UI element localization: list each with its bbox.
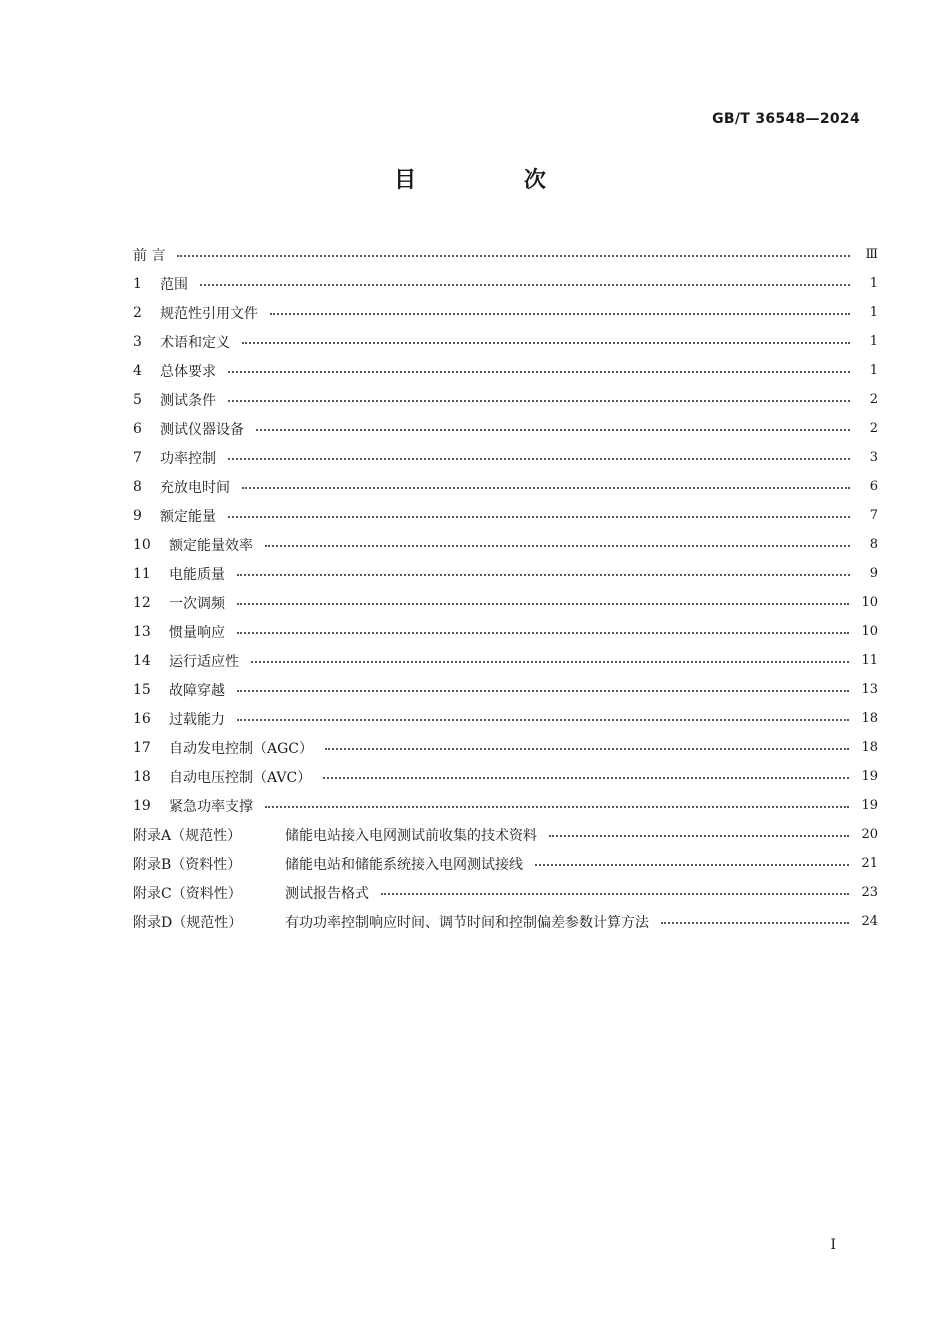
- toc-entry-page: 2: [869, 421, 878, 436]
- toc-entry-label: 自动电压控制（AVC）: [169, 769, 312, 786]
- toc-entry-label: 惯量响应: [169, 624, 225, 641]
- toc-entry[interactable]: [133, 472, 878, 501]
- toc-entry[interactable]: [133, 298, 878, 327]
- toc-leader-dots: [237, 719, 849, 721]
- toc-entry-page: 24: [861, 914, 878, 929]
- toc-entry-page: 18: [861, 711, 878, 726]
- toc-entry-number: 9: [133, 507, 142, 524]
- toc-entry[interactable]: [133, 588, 878, 617]
- toc-leader-dots: [228, 400, 850, 402]
- toc-leader-dots: [256, 429, 850, 431]
- toc-entry-page: 2: [869, 392, 878, 407]
- toc-leader-dots: [228, 458, 850, 460]
- toc-entry[interactable]: [133, 559, 878, 588]
- toc-leader-dots: [323, 777, 849, 779]
- toc-entry-number: 5: [133, 391, 142, 408]
- table-of-contents: [133, 240, 878, 936]
- toc-leader-dots: [237, 632, 849, 634]
- toc-entry-page: 21: [861, 856, 878, 871]
- toc-entry[interactable]: [133, 675, 878, 704]
- toc-entry-label: 总体要求: [160, 363, 216, 380]
- toc-leader-dots: [237, 690, 849, 692]
- toc-entry-label: 规范性引用文件: [160, 305, 258, 322]
- toc-entry-page: Ⅲ: [865, 247, 878, 262]
- toc-entry[interactable]: [133, 530, 878, 559]
- toc-leader-dots: [381, 893, 849, 895]
- toc-entry-page: 1: [869, 276, 878, 291]
- toc-leader-dots: [265, 806, 849, 808]
- toc-entry-label: 测试条件: [160, 392, 216, 409]
- toc-entry-number: 19: [133, 797, 151, 814]
- toc-leader-dots: [242, 342, 850, 344]
- toc-entry-number: 13: [133, 623, 151, 640]
- toc-entry-label: 范围: [160, 276, 188, 293]
- page-number: Ⅰ: [830, 1237, 836, 1253]
- toc-entry[interactable]: [133, 704, 878, 733]
- toc-entry-label: 额定能量: [160, 508, 216, 525]
- toc-entry-page: 20: [861, 827, 878, 842]
- toc-entry-page: 13: [861, 682, 878, 697]
- toc-title: 目 次: [394, 168, 596, 193]
- toc-entry-page: 23: [861, 885, 878, 900]
- toc-leader-dots: [251, 661, 849, 663]
- toc-entry-number: 1: [133, 275, 142, 292]
- toc-entry-label: 额定能量效率: [169, 537, 253, 554]
- toc-entry-number: 18: [133, 768, 151, 785]
- toc-appendix-number: 附录D（规范性）: [133, 914, 243, 931]
- toc-entry[interactable]: [133, 733, 878, 762]
- toc-entry-page: 11: [861, 653, 878, 668]
- toc-leader-dots: [325, 748, 849, 750]
- toc-entry-page: 19: [861, 769, 878, 784]
- toc-entry-number: 15: [133, 681, 151, 698]
- toc-entry-page: 8: [869, 537, 878, 552]
- toc-entry-number: 11: [133, 565, 151, 582]
- toc-leader-dots: [242, 487, 850, 489]
- toc-leader-dots: [549, 835, 849, 837]
- toc-entry[interactable]: [133, 443, 878, 472]
- toc-entry-page: 3: [869, 450, 878, 465]
- toc-entry-number: 12: [133, 594, 151, 611]
- toc-entry-label: 故障穿越: [169, 682, 225, 699]
- toc-leader-dots: [228, 371, 850, 373]
- toc-entry[interactable]: [133, 501, 878, 530]
- toc-entry-label: 测试报告格式: [285, 885, 369, 902]
- toc-entry-label: 前 言: [133, 247, 166, 264]
- toc-entry-page: 10: [861, 595, 878, 610]
- toc-appendix-number: 附录C（资料性）: [133, 885, 242, 902]
- toc-entry-number: 4: [133, 362, 142, 379]
- toc-entry[interactable]: [133, 385, 878, 414]
- toc-entry-page: 9: [869, 566, 878, 581]
- toc-entry-number: 7: [133, 449, 142, 466]
- toc-entry-number: 10: [133, 536, 151, 553]
- toc-entry-label: 一次调频: [169, 595, 225, 612]
- standard-number: GB/T 36548—2024: [712, 111, 860, 127]
- toc-entry-label: 储能电站和储能系统接入电网测试接线: [285, 856, 523, 873]
- toc-entry-page: 1: [869, 334, 878, 349]
- toc-entry[interactable]: [133, 762, 878, 791]
- toc-leader-dots: [265, 545, 850, 547]
- toc-entry-page: 6: [869, 479, 878, 494]
- toc-entry-label: 自动发电控制（AGC）: [169, 740, 314, 757]
- toc-entry-appendix[interactable]: [133, 878, 878, 907]
- toc-leader-dots: [237, 603, 849, 605]
- toc-entry[interactable]: [133, 327, 878, 356]
- toc-leader-dots: [661, 922, 849, 924]
- toc-entry-appendix[interactable]: [133, 849, 878, 878]
- toc-entry-label: 电能质量: [169, 566, 225, 583]
- toc-appendix-number: 附录B（资料性）: [133, 856, 242, 873]
- toc-entry-label: 紧急功率支撑: [169, 798, 253, 815]
- toc-entry-appendix[interactable]: [133, 820, 878, 849]
- toc-leader-dots: [177, 255, 850, 257]
- toc-entry-page: 1: [869, 305, 878, 320]
- toc-leader-dots: [535, 864, 849, 866]
- toc-entry[interactable]: [133, 617, 878, 646]
- toc-leader-dots: [200, 284, 850, 286]
- toc-entry-number: 16: [133, 710, 151, 727]
- toc-entry-appendix[interactable]: [133, 907, 878, 936]
- toc-entry-label: 有功功率控制响应时间、调节时间和控制偏差参数计算方法: [285, 914, 649, 931]
- toc-appendix-number: 附录A（规范性）: [133, 827, 242, 844]
- toc-entry-label: 充放电时间: [160, 479, 230, 496]
- toc-entry-label: 过载能力: [169, 711, 225, 728]
- toc-entry-number: 14: [133, 652, 151, 669]
- toc-entry-label: 功率控制: [160, 450, 216, 467]
- toc-leader-dots: [228, 516, 850, 518]
- toc-entry-page: 7: [869, 508, 878, 523]
- toc-entry-number: 8: [133, 478, 142, 495]
- toc-entry[interactable]: [133, 414, 878, 443]
- toc-entry[interactable]: [133, 269, 878, 298]
- toc-leader-dots: [270, 313, 850, 315]
- toc-entry-number: 17: [133, 739, 151, 756]
- toc-entry-page: 1: [869, 363, 878, 378]
- toc-entry-number: 3: [133, 333, 142, 350]
- toc-entry-page: 10: [861, 624, 878, 639]
- toc-entry[interactable]: [133, 646, 878, 675]
- toc-entry-label: 术语和定义: [160, 334, 230, 351]
- toc-leader-dots: [237, 574, 850, 576]
- toc-entry-page: 18: [861, 740, 878, 755]
- toc-entry-page: 19: [861, 798, 878, 813]
- toc-entry[interactable]: [133, 791, 878, 820]
- toc-entry-number: 2: [133, 304, 142, 321]
- toc-entry-label: 储能电站接入电网测试前收集的技术资料: [285, 827, 537, 844]
- toc-entry-label: 测试仪器设备: [160, 421, 244, 438]
- toc-entry[interactable]: [133, 356, 878, 385]
- toc-entry-number: 6: [133, 420, 142, 437]
- toc-entry-label: 运行适应性: [169, 653, 239, 670]
- toc-entry-foreword[interactable]: [133, 240, 878, 269]
